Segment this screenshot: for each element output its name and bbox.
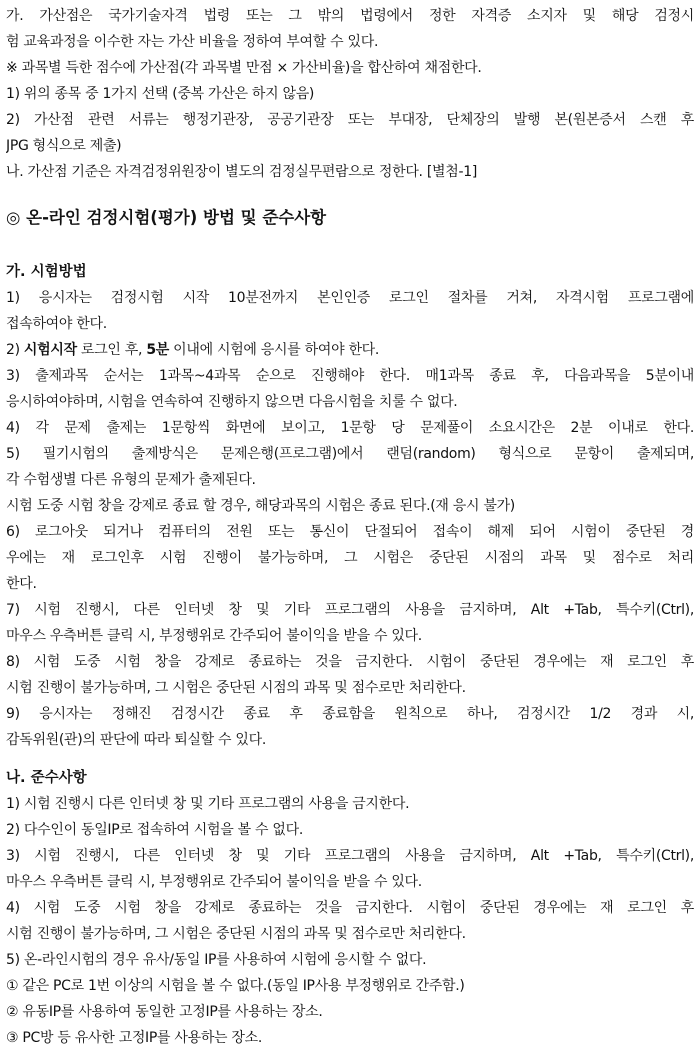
compliance-3-line-2: 마우스 우측버튼 클릭 시, 부정행위로 간주되어 불이익을 받을 수 있다. bbox=[6, 874, 422, 890]
method-9-line-1: 9) 응시자는 정해진 검정시간 종료 후 종료함을 원칙으로 하나, 검정시간 1/2 경과 시, bbox=[6, 706, 694, 722]
compliance-5-sub-1: ① 같은 PC로 1번 이상의 시험을 볼 수 없다.(동일 IP사용 부정행위로 간주함.) bbox=[6, 978, 465, 994]
compliance-5-sub-2: ② 유동IP를 사용하여 동일한 고정IP를 사용하는 장소. bbox=[6, 1004, 323, 1020]
bonus-rule-a-line-1: 가. 가산점은 국가기술자격 법령 또는 그 밖의 법령에서 정한 자격증 소지자 및 해당 검정시 bbox=[6, 8, 694, 24]
method-3-line-1: 3) 출제과목 순서는 1과목~4과목 순으로 진행해야 한다. 매1과목 종료 후, 다음과목을 5분이내 bbox=[6, 368, 694, 384]
bonus-item-2-line-2: JPG 형식으로 제출) bbox=[6, 138, 122, 154]
compliance-4-line-1: 4) 시험 도중 시험 창을 강제로 종료하는 것을 금지한다. 시험이 중단된 경우에는 재 로그인 후 bbox=[6, 900, 694, 916]
compliance-heading: 나. 준수사항 bbox=[6, 770, 87, 786]
method-2-bold-start: 시험시작 bbox=[23, 342, 77, 358]
method-8-line-2: 시험 진행이 불가능하며, 그 시험은 중단된 시점의 과목 및 점수로만 처리한다. bbox=[6, 680, 466, 696]
compliance-4-line-2: 시험 진행이 불가능하며, 그 시험은 중단된 시점의 과목 및 점수로만 처리한다. bbox=[6, 926, 466, 942]
method-2-prefix: 2) bbox=[6, 342, 24, 358]
bonus-item-1: 1) 위의 종목 중 1가지 선택 (중복 가산은 하지 않음) bbox=[6, 86, 315, 102]
method-2 bbox=[6, 340, 694, 360]
method-6-line-3: 한다. bbox=[6, 576, 37, 592]
section-title: ◎ 온-라인 검정시험(평가) 방법 및 준수사항 bbox=[6, 208, 327, 227]
bonus-item-2-line-1: 2) 가산점 관련 서류는 행정기관장, 공공기관장 또는 부대장, 단체장의 발행 본(원본증서 스캔 후 bbox=[6, 112, 694, 128]
method-1-line-1: 1) 응시자는 검정시험 시작 10분전까지 본인인증 로그인 절차를 거쳐, 자격시험 프로그램에 bbox=[6, 290, 694, 306]
method-6-line-2: 우에는 재 로그인후 시험 진행이 불가능하며, 그 시험은 중단된 시점의 과목 및 점수로 처리 bbox=[6, 550, 694, 566]
compliance-5: 5) 온-라인시험의 경우 유사/동일 IP를 사용하여 시험에 응시할 수 없다. bbox=[6, 952, 427, 968]
method-7-line-2: 마우스 우측버튼 클릭 시, 부정행위로 간주되어 불이익을 받을 수 있다. bbox=[6, 628, 422, 644]
method-6-line-1: 6) 로그아웃 되거나 컴퓨터의 전원 또는 통신이 단절되어 접속이 해제 되어 시험이 중단된 경 bbox=[6, 524, 694, 540]
method-4: 4) 각 문제 출제는 1문항씩 화면에 보이고, 1문항 당 문제풀이 소요시간은 2분 이내로 한다. bbox=[6, 420, 694, 436]
method-5-line-3: 시험 도중 시험 창을 강제로 종료 할 경우, 해당과목의 시험은 종료 된다.(재 응시 불가) bbox=[6, 498, 515, 514]
method-5-line-2: 각 수험생별 다른 유형의 문제가 출제된다. bbox=[6, 472, 256, 488]
bonus-rule-a-line-2: 험 교육과정을 이수한 자는 가산 비율을 정하여 부여할 수 있다. bbox=[6, 34, 379, 50]
method-2-bold-minutes: 5분 bbox=[146, 342, 169, 358]
method-2-suffix: 이내에 시험에 응시를 하여야 한다. bbox=[169, 342, 380, 358]
method-heading: 가. 시험방법 bbox=[6, 264, 87, 280]
bonus-note: ※ 과목별 득한 점수에 가산점(각 과목별 만점 × 가산비율)을 합산하여 채점한다. bbox=[6, 60, 482, 76]
method-8-line-1: 8) 시험 도중 시험 창을 강제로 종료하는 것을 금지한다. 시험이 중단된 경우에는 재 로그인 후 bbox=[6, 654, 694, 670]
compliance-2: 2) 다수인이 동일IP로 접속하여 시험을 볼 수 없다. bbox=[6, 822, 303, 838]
method-1-line-2: 접속하여야 한다. bbox=[6, 316, 107, 332]
method-3-line-2: 응시하여야하며, 시험을 연속하여 진행하지 않으면 다음시험을 치룰 수 없다. bbox=[6, 394, 458, 410]
method-9-line-2: 감독위원(관)의 판단에 따라 퇴실할 수 있다. bbox=[6, 732, 267, 748]
compliance-1: 1) 시험 진행시 다른 인터넷 창 및 기타 프로그램의 사용을 금지한다. bbox=[6, 796, 410, 812]
compliance-5-sub-3: ③ PC방 등 유사한 고정IP를 사용하는 장소. bbox=[6, 1030, 263, 1046]
bonus-rule-b: 나. 가산점 기준은 자격검정위원장이 별도의 검정실무편람으로 정한다. [별첨-1] bbox=[6, 164, 477, 180]
method-7-line-1: 7) 시험 진행시, 다른 인터넷 창 및 기타 프로그램의 사용을 금지하며, Alt +Tab, 특수키(Ctrl), bbox=[6, 602, 694, 618]
method-5-line-1: 5) 필기시험의 출제방식은 문제은행(프로그램)에서 랜덤(random) 형식으로 문항이 출제되며, bbox=[6, 446, 694, 462]
method-2-mid: 로그인 후, bbox=[76, 342, 147, 358]
compliance-3-line-1: 3) 시험 진행시, 다른 인터넷 창 및 기타 프로그램의 사용을 금지하며, Alt +Tab, 특수키(Ctrl), bbox=[6, 848, 694, 864]
